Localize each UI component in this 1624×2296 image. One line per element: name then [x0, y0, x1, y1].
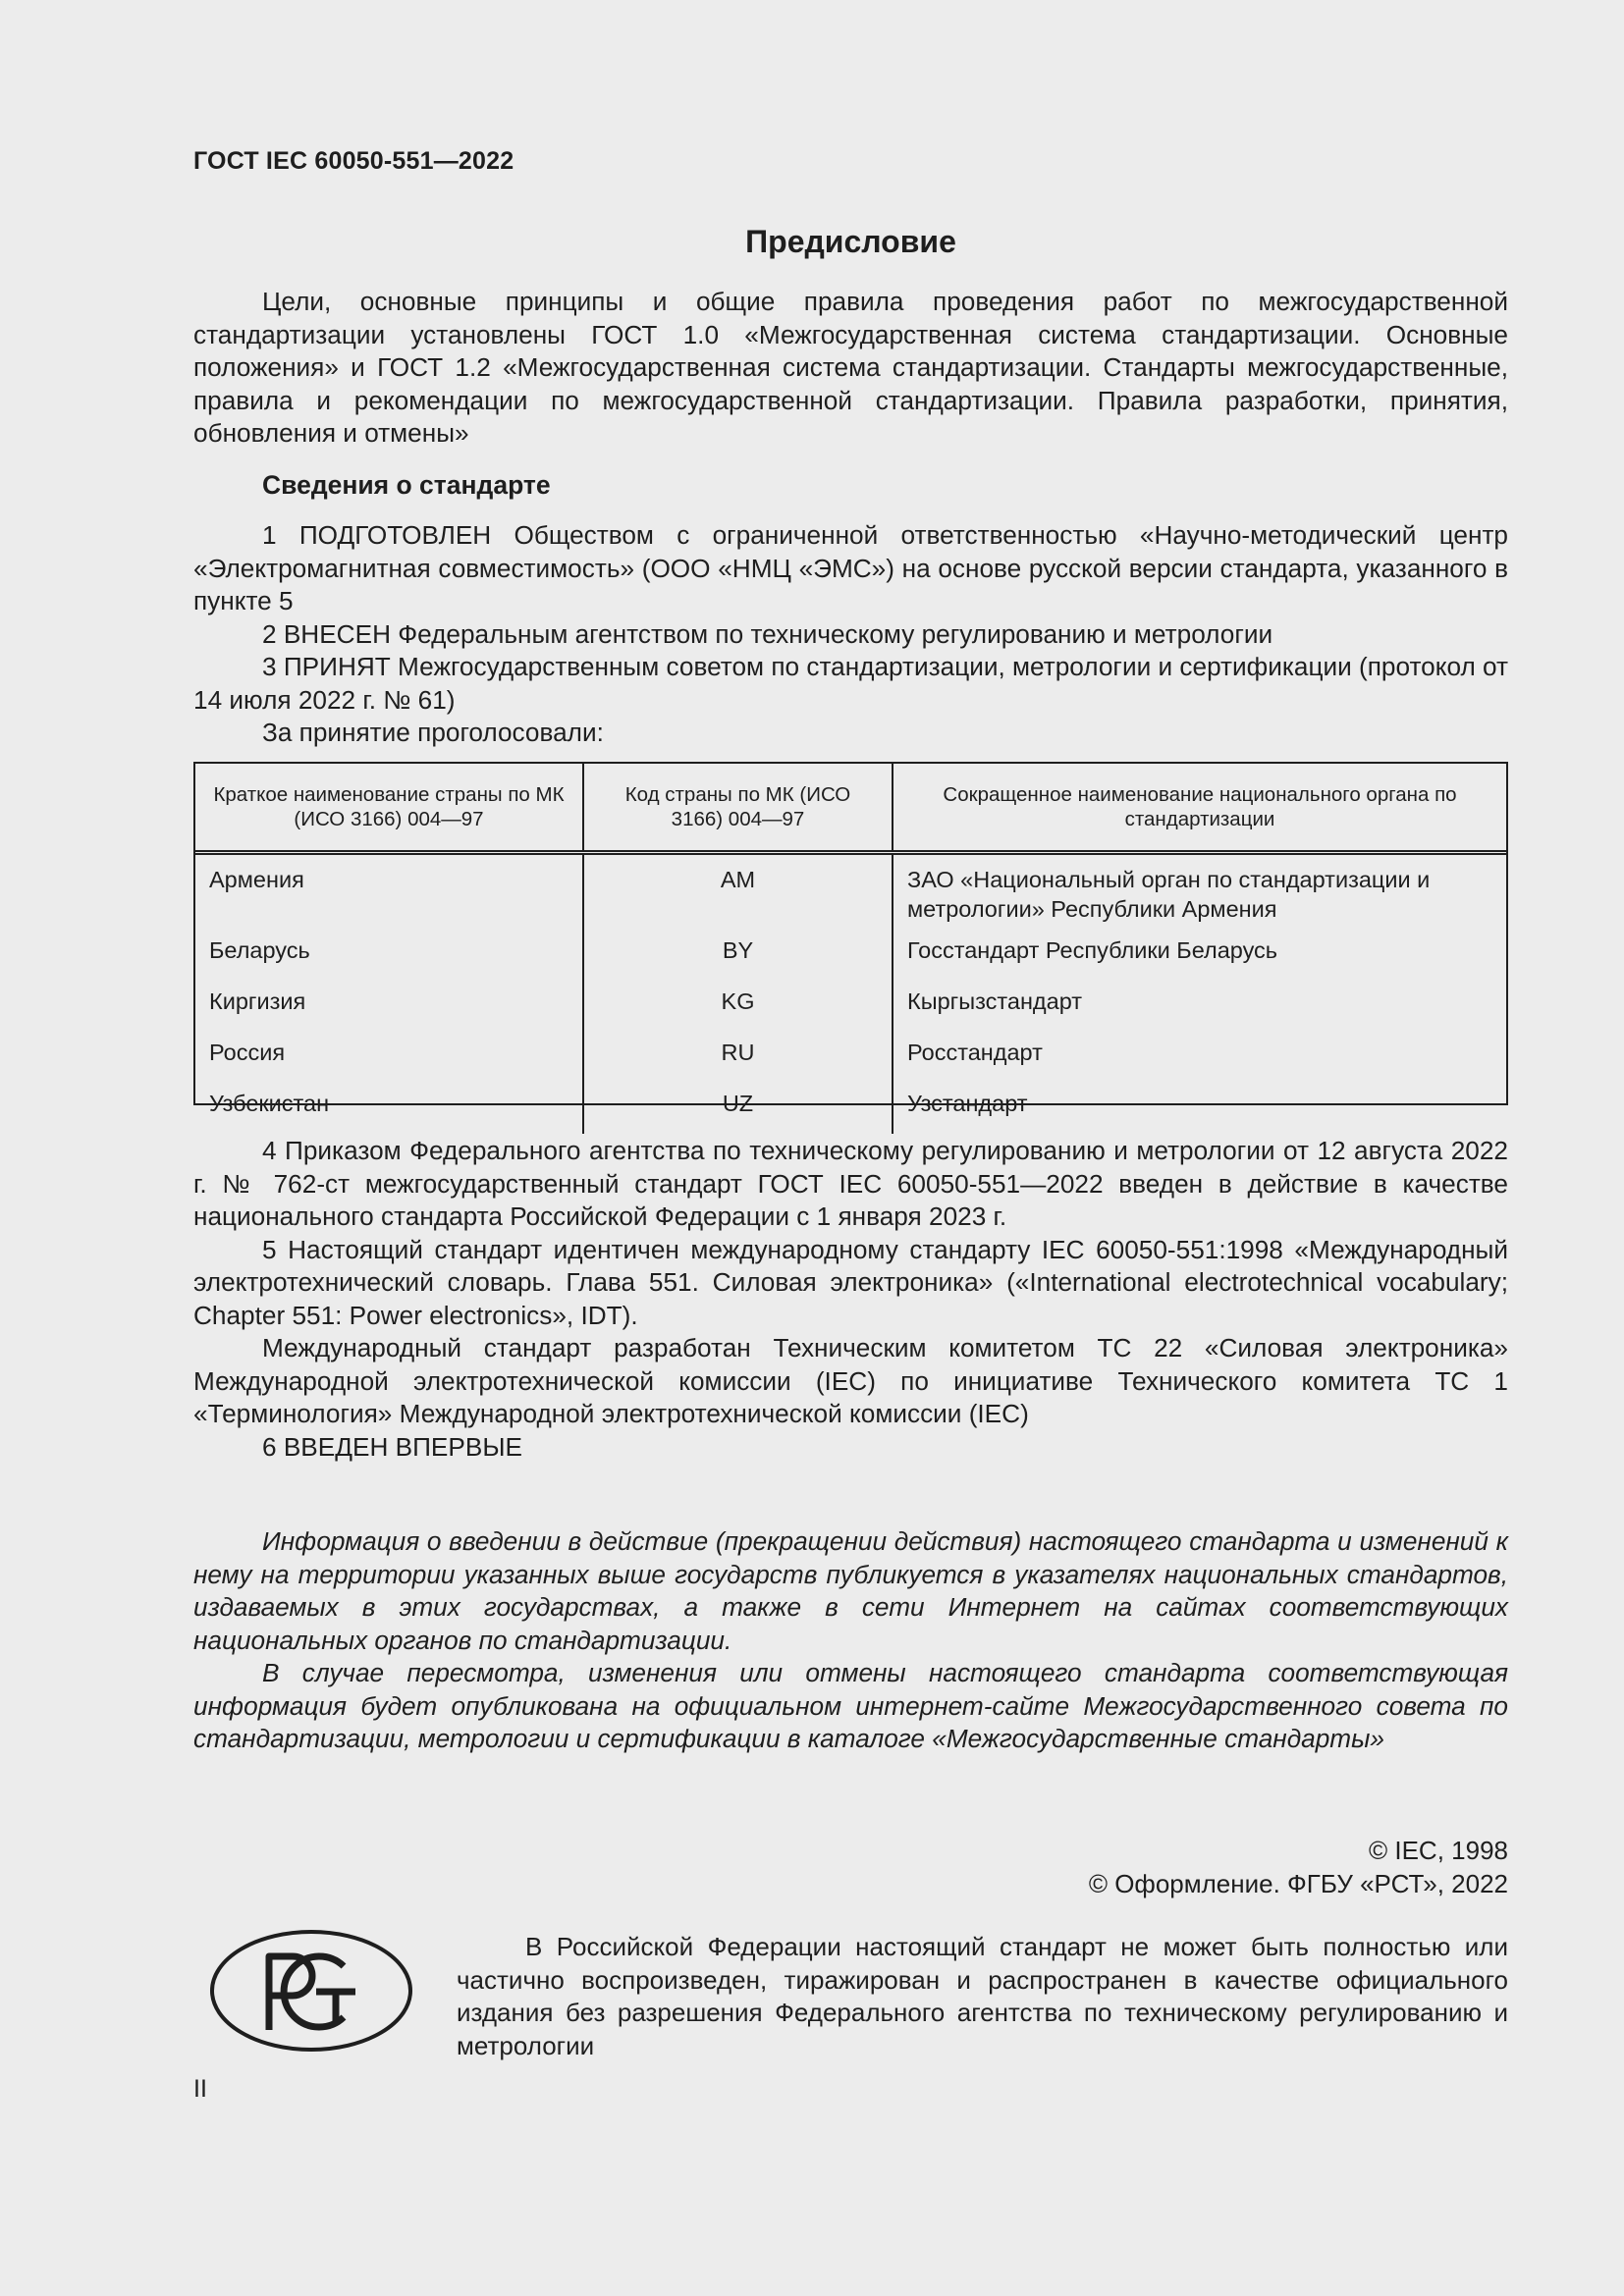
- reproduction-notice-text: В Российской Федерации настоящий стандарт не может быть полностью или частично воспроизведен, тиражирован и распространен в качестве официального издания без разрешения Федерального агентства по техническому регулированию и метрологии: [457, 1932, 1508, 2060]
- info-item-4: 4 Приказом Федерального агентства по техническому регулированию и метрологии от 12 августа 2022 г. № 762-ст межгосударственный стандарт ГОСТ IEC 60050-551—2022 введен в действие в качестве национального стандарта Российской Федерации с 1 января 2023 г.: [193, 1136, 1508, 1231]
- table-header-country: Краткое наименование страны по МК (ИСО 3166) 004—97: [195, 764, 583, 853]
- copyright-block: [193, 1835, 1508, 1900]
- info-item-6: 6 ВВЕДЕН ВПЕРВЫЕ: [262, 1431, 522, 1462]
- info-item-5: 5 Настоящий стандарт идентичен международному стандарту IEC 60050-551:1998 «Международный электротехнический словарь. Глава 551. Силовая электроника» («International electrotechnical vocabulary; Chapter 551: Power electronics», IDT).: [193, 1234, 1508, 1330]
- country-cell: Киргизия: [209, 988, 306, 1014]
- info-note-1: Информация о введении в действие (прекращении действия) настоящего стандарта и изменений к нему на территории указанных выше государств публикуется в указателях национальных стандартов, издаваемых в этих государствах, а также в сети Интернет на сайтах соответствующих национальных органов по стандартизации.: [193, 1526, 1508, 1655]
- body-cell: Росстандарт: [893, 1036, 1506, 1087]
- copyright-iec: © IEC, 1998: [1368, 1836, 1508, 1865]
- copyright-rst: © Оформление. ФГБУ «РСТ», 2022: [1088, 1868, 1508, 1898]
- table-row: [195, 1087, 1506, 1134]
- code-cell: BY: [583, 934, 893, 985]
- code-cell: KG: [583, 985, 893, 1036]
- standard-info-section: [193, 519, 1508, 750]
- items-after-section: [193, 1135, 1508, 1464]
- info-item-2: 2 ВНЕСЕН Федеральным агентством по техническому регулированию и метрологии: [262, 618, 1273, 649]
- table-header-row: [195, 764, 1506, 853]
- standard-info-heading: Сведения о стандарте: [262, 470, 551, 500]
- country-cell: Узбекистан: [209, 1091, 330, 1116]
- body-cell: Кыргызстандарт: [893, 985, 1506, 1036]
- body-cell: ЗАО «Национальный орган по стандартизации и метрологии» Республики Армения: [893, 853, 1506, 934]
- country-cell: Россия: [209, 1040, 286, 1065]
- code-cell: RU: [583, 1036, 893, 1087]
- table-row: [195, 985, 1506, 1036]
- code-cell: AM: [583, 853, 893, 934]
- page-title: Предисловие: [745, 224, 956, 259]
- info-notes-section: [193, 1525, 1508, 1756]
- voted-label: За принятие проголосовали:: [262, 718, 604, 747]
- table-row: [195, 934, 1506, 985]
- table-row: [195, 853, 1506, 934]
- table-header-code: Код страны по МК (ИСО 3166) 004—97: [583, 764, 893, 853]
- table-row: [195, 1036, 1506, 1087]
- code-cell: UZ: [583, 1087, 893, 1134]
- country-cell: Беларусь: [209, 937, 310, 963]
- info-note-2: В случае пересмотра, изменения или отмены настоящего стандарта соответствующая информация будет опубликована на официальном интернет-сайте Межгосударственного совета по стандартизации, метрологии и сертификации в каталоге «Межгосударственные стандарты»: [193, 1658, 1508, 1753]
- table-header-body: Сокращенное наименование национального органа по стандартизации: [893, 764, 1506, 853]
- intro-section: [193, 286, 1508, 451]
- reproduction-notice: [457, 1931, 1508, 2062]
- info-item-1: 1 ПОДГОТОВЛЕН Обществом с ограниченной ответственностью «Научно-методический центр «Электромагнитная совместимость» (ООО «НМЦ «ЭМС») на основе русской версии стандарта, указанного в пункте 5: [193, 520, 1508, 615]
- body-cell: Узстандарт: [893, 1087, 1506, 1134]
- member-states-table: [193, 762, 1508, 1116]
- info-item-3: 3 ПРИНЯТ Межгосударственным советом по стандартизации, метрологии и сертификации (протокол от 14 июля 2022 г. № 61): [193, 652, 1508, 715]
- page-number: II: [193, 2075, 207, 2103]
- pct-certification-logo-icon: [208, 1927, 414, 2055]
- intro-paragraph: Цели, основные принципы и общие правила проведения работ по межгосударственной стандартизации установлены ГОСТ 1.0 «Межгосударственная система стандартизации. Основные положения» и ГОСТ 1.2 «Межгосударственная система стандартизации. Стандарты межгосударственные, правила и рекомендации по межгосударственной стандартизации. Правила разработки, принятия, обновления и отмены»: [193, 287, 1508, 448]
- document-code: ГОСТ IEC 60050-551—2022: [193, 147, 514, 175]
- info-item-5b: Международный стандарт разработан Техническим комитетом TC 22 «Силовая электроника» Международной электротехнической комиссии (IEC) по инициативе Технического комитета TC 1 «Терминология» Международной электротехнической комиссии (IEC): [193, 1333, 1508, 1428]
- body-cell: Госстандарт Республики Беларусь: [893, 934, 1506, 985]
- country-cell: Армения: [209, 867, 304, 892]
